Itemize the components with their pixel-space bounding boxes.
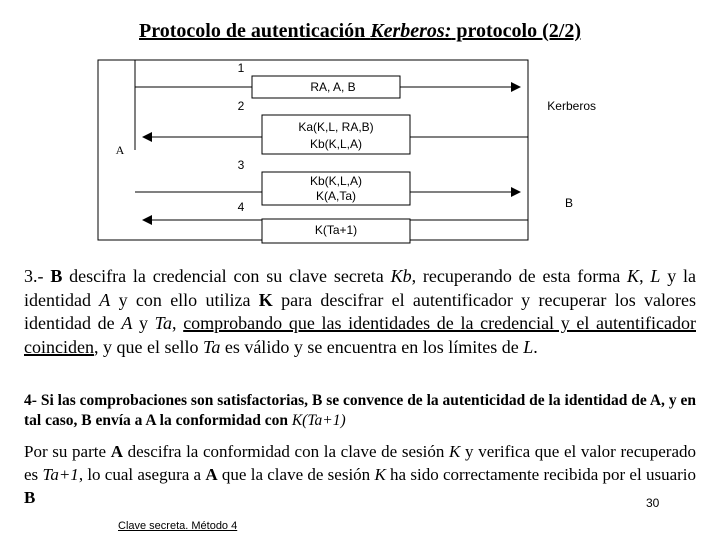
p1-key-k: K <box>627 266 640 286</box>
paragraph-step-3 <box>24 265 696 359</box>
footer-link[interactable]: Clave secreta. Método 4 <box>118 520 238 532</box>
p1-underlined-statement: comprobando que las identidades de la credencial y el autentificador coinciden <box>24 313 696 357</box>
entity-kerberos-label: Kerberos <box>547 99 596 113</box>
p1-entity-a: A <box>121 313 133 333</box>
step-3-message-line-2: K(A,Ta) <box>315 189 357 203</box>
p1-text: , <box>639 266 651 286</box>
p1-entity-b: B <box>50 266 63 286</box>
p3-entity-b: B <box>24 488 36 507</box>
step-1-number: 1 <box>237 61 245 75</box>
step-2-number: 2 <box>237 99 245 113</box>
p3-entity-a: A <box>205 465 218 484</box>
p3-key-k: K <box>449 442 461 461</box>
kerberos-protocol-diagram <box>0 0 720 260</box>
p1-text: para descifrar el autentificador y recuperar los valores identidad de <box>24 289 697 333</box>
p1-key-k-bold: K <box>258 289 273 310</box>
p1-text: y la identidad <box>24 266 696 310</box>
p3-text: Por su parte <box>24 442 111 461</box>
p1-timestamp-ta: Ta <box>202 336 221 357</box>
p3-entity-a: A <box>110 442 123 461</box>
paragraph-conclusion <box>24 440 696 509</box>
step-4-number: 4 <box>237 200 245 214</box>
p1-text: . <box>533 336 538 357</box>
p2-confirmation-value: K(Ta+1) <box>291 412 346 429</box>
title-part-kerberos: Kerberos: <box>370 20 452 42</box>
p1-lifetime-l: L <box>650 266 661 286</box>
step-3-number: 3 <box>237 158 245 172</box>
title-part-3: protocolo (2/2) <box>451 20 581 42</box>
step-2-message-line-1: Ka(K,L, RA,B) <box>298 120 374 134</box>
p1-text: descifra la credencial con su clave secreta <box>62 266 391 286</box>
p1-text: , <box>172 313 184 333</box>
p3-text: y verifica que el valor recuperado es <box>24 442 696 484</box>
step-4-message: K(Ta+1) <box>314 223 358 237</box>
p1-text: , recuperando de esta forma <box>411 266 628 286</box>
p1-text: y con ello utiliza <box>110 289 259 310</box>
title-part-1: Protocolo de autenticación <box>139 20 371 42</box>
p1-text: y <box>132 313 155 333</box>
p1-text: , y que el sello <box>93 336 203 357</box>
step-3-message-line-1: Kb(K,L,A) <box>309 174 363 188</box>
paragraph-step-4 <box>24 391 696 431</box>
p1-lifetime-l: L <box>523 336 534 357</box>
p1-text: es válido y se encuentra en los límites de <box>220 336 524 357</box>
p3-value-ta-plus-1: Ta+1 <box>42 465 79 484</box>
p1-timestamp-ta: Ta <box>154 313 173 333</box>
step-2-message-line-2: Kb(K,L,A) <box>309 137 363 151</box>
p1-entity-a: A <box>99 289 111 310</box>
p1-step-prefix: 3.- <box>24 266 51 286</box>
p3-text: descifra la conformidad con la clave de sesión <box>122 442 450 461</box>
p1-key-kb: Kb <box>390 266 412 286</box>
p2-text: 4- Si las comprobaciones son satisfactorias, B se convence de la autenticidad de la identidad de A, y en tal caso, B envía a A la conformidad con <box>24 392 696 429</box>
entity-b-label: B <box>564 196 574 210</box>
step-1-message: RA, A, B <box>310 80 356 94</box>
p3-text: ha sido correctamente recibida por el usuario <box>385 465 697 484</box>
p3-text: que la clave de sesión <box>217 465 375 484</box>
p3-text: , lo cual asegura a <box>78 465 206 484</box>
p3-key-k: K <box>374 465 386 484</box>
page-number: 30 <box>646 496 660 510</box>
entity-a-label: A <box>115 143 125 157</box>
